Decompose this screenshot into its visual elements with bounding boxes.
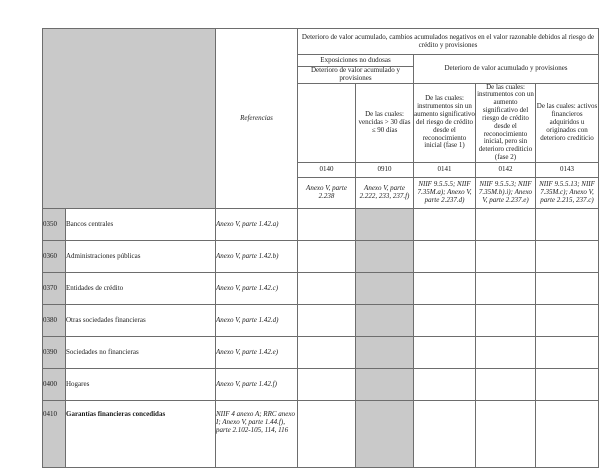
blocked-cell-0910 (356, 368, 414, 400)
column-code-0140: 0140 (298, 162, 356, 177)
row-label: Entidades de crédito (66, 272, 216, 304)
input-cell-0142[interactable] (476, 336, 536, 368)
input-cell-0141[interactable] (414, 208, 476, 240)
input-cell-0142[interactable] (476, 368, 536, 400)
input-cell-0140[interactable] (298, 400, 356, 467)
row-label: Garantías financieras concedidas (66, 400, 216, 467)
input-cell-0141[interactable] (414, 400, 476, 467)
input-cell-0143[interactable] (536, 336, 599, 368)
row-label: Hogares (66, 368, 216, 400)
row-ref: Anexo V, parte 1.42.e) (216, 336, 298, 368)
column-ref-0910: Anexo V, parte 2.222, 233, 237.f) (356, 177, 414, 208)
column-desc-0142: De las cuales: instrumentos con un aumento significativo del riesgo de crédito desde el reconocimiento inicial, pero sin deterioro crediticio (fase 2) (477, 83, 534, 162)
row-ref: Anexo V, parte 1.42.f) (216, 368, 298, 400)
column-code-0143: 0143 (536, 162, 599, 177)
input-cell-0140[interactable] (298, 336, 356, 368)
column-ref-0143: NIIF 9.5.5.13; NIIF 7.35M.c); Anexo V, parte 2.215, 237.c) (536, 177, 599, 208)
row-code: 0400 (43, 368, 66, 400)
input-cell-0141[interactable] (414, 336, 476, 368)
row-label: Bancos centrales (66, 208, 216, 240)
input-cell-0140[interactable] (298, 272, 356, 304)
input-cell-0141[interactable] (414, 272, 476, 304)
input-cell-0142[interactable] (476, 240, 536, 272)
row-code: 0360 (43, 240, 66, 272)
input-cell-0143[interactable] (536, 208, 599, 240)
table-row (43, 400, 599, 467)
input-cell-0143[interactable] (536, 304, 599, 336)
row-ref: Anexo V, parte 1.42.d) (216, 304, 298, 336)
column-desc-0910: De las cuales: vencidas > 30 días ≤ 90 días (356, 83, 414, 162)
input-cell-0140[interactable] (298, 368, 356, 400)
table-row (43, 368, 599, 400)
blocked-cell-0910 (356, 336, 414, 368)
column-ref-0140: Anexo V, parte 2.238 (298, 177, 356, 208)
column-desc-0143: De las cuales: activos financieros adquiridos u originados con deterioro crediticio (536, 83, 599, 162)
row-label: Administraciones públicas (66, 240, 216, 272)
input-cell-0142[interactable] (476, 208, 536, 240)
group-header-deterioro-sub: Deterioro de valor acumulado y provisiones (298, 67, 414, 84)
input-cell-0141[interactable] (414, 304, 476, 336)
group-header-no-dudosas: Exposiciones no dudosas (298, 55, 414, 67)
main-header: Deterioro de valor acumulado, cambios acumulados negativos en el valor razonable debidos al riesgo de crédito y provisiones (298, 29, 599, 55)
column-code-0141: 0141 (414, 162, 476, 177)
input-cell-0142[interactable] (476, 304, 536, 336)
input-cell-0140[interactable] (298, 208, 356, 240)
blocked-cell-0910 (356, 272, 414, 304)
column-desc-0140 (298, 83, 356, 162)
input-cell-0140[interactable] (298, 240, 356, 272)
row-code: 0390 (43, 336, 66, 368)
blocked-cell-0910 (356, 240, 414, 272)
input-cell-0143[interactable] (536, 400, 599, 467)
table-row (43, 208, 599, 240)
input-cell-0141[interactable] (414, 368, 476, 400)
table-row (43, 272, 599, 304)
column-desc-0141: De las cuales: instrumentos sin un aumento significativo del riesgo de crédito desde el reconocimiento inicial (fase 1) (414, 83, 476, 162)
input-cell-0142[interactable] (476, 272, 536, 304)
input-cell-0142[interactable] (476, 400, 536, 467)
row-code: 0370 (43, 272, 66, 304)
corner-cell (43, 29, 216, 209)
input-cell-0143[interactable] (536, 368, 599, 400)
row-code: 0350 (43, 208, 66, 240)
column-code-0910: 0910 (356, 162, 414, 177)
row-ref: Anexo V, parte 1.42.b) (216, 240, 298, 272)
group-header-deterioro: Deterioro de valor acumulado y provisiones (414, 55, 599, 84)
column-ref-0141: NIIF 9.5.5.5; NIIF 7.35M.a); Anexo V, parte 2.237.d) (414, 177, 476, 208)
row-ref: Anexo V, parte 1.42.a) (216, 208, 298, 240)
input-cell-0141[interactable] (414, 240, 476, 272)
report-table (42, 28, 599, 468)
referencias-header: Referencias (216, 29, 298, 209)
blocked-cell-0910 (356, 400, 414, 467)
blocked-cell-0910 (356, 304, 414, 336)
input-cell-0140[interactable] (298, 304, 356, 336)
row-label: Sociedades no financieras (66, 336, 216, 368)
row-code: 0410 (43, 400, 66, 467)
column-code-0142: 0142 (476, 162, 536, 177)
blocked-cell-0910 (356, 208, 414, 240)
row-ref: Anexo V, parte 1.42.c) (216, 272, 298, 304)
table-row (43, 304, 599, 336)
input-cell-0143[interactable] (536, 240, 599, 272)
input-cell-0143[interactable] (536, 272, 599, 304)
row-ref: NIIF 4 anexo A; RRC anexo I; Anexo V, parte 1.44.f), parte 2.102-105, 114, 116 (216, 400, 298, 467)
table-row (43, 336, 599, 368)
table-row (43, 240, 599, 272)
row-label: Otras sociedades financieras (66, 304, 216, 336)
column-ref-0142: NIIF 9.5.5.3; NIIF 7.35M.b).i); Anexo V, parte 2.237.e) (476, 177, 536, 208)
row-code: 0380 (43, 304, 66, 336)
